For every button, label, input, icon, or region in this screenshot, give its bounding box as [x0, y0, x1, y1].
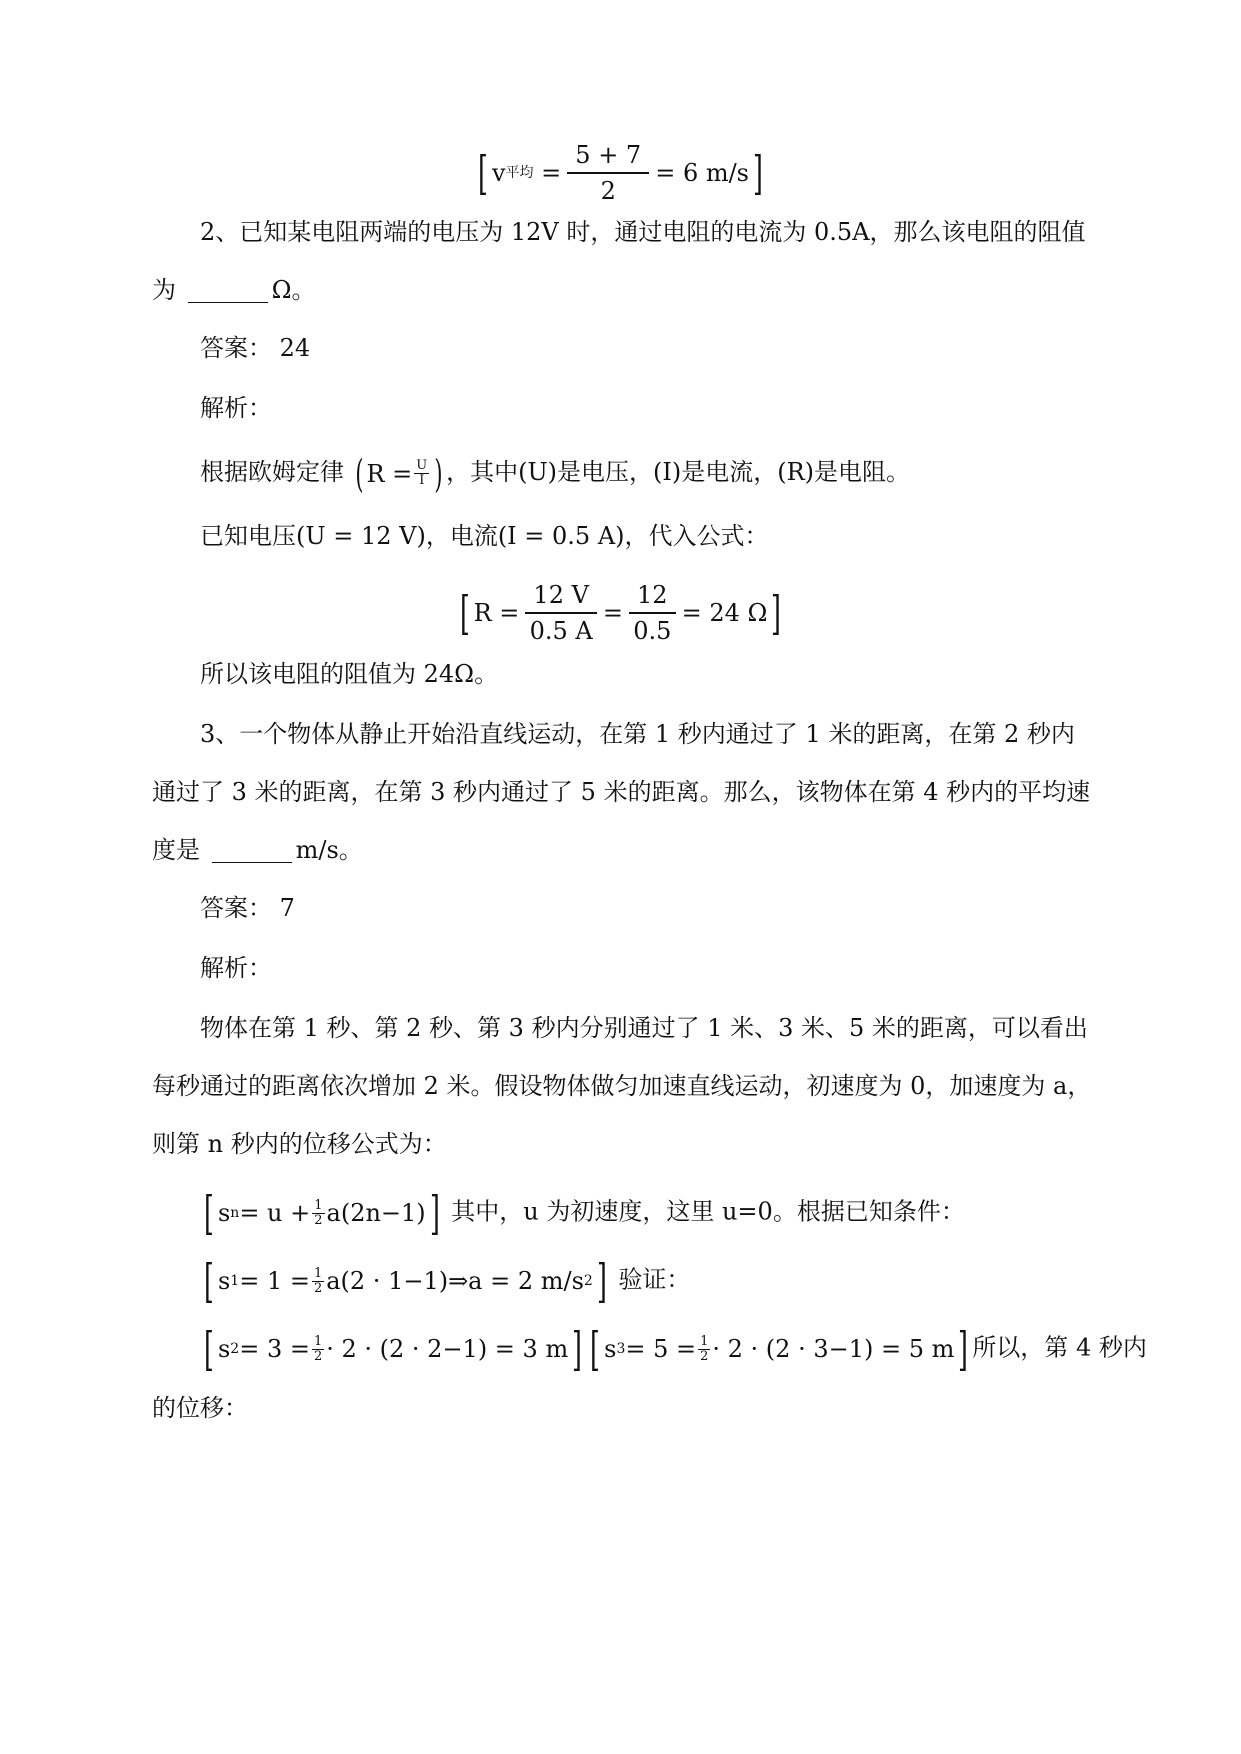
q2-answer: 答案： 24	[200, 334, 311, 362]
bracket-left: [	[204, 1322, 214, 1376]
q2-conclusion: 所以该电阻的阻值为 24Ω。	[200, 660, 499, 688]
ohm-denominator: I	[419, 473, 425, 488]
var-s-subscript: 1	[230, 1273, 240, 1289]
formula-mid: = 5 =	[625, 1335, 697, 1363]
q3-text-line2: 通过了 3 米的距离，在第 3 秒内通过了 5 米的距离。那么，该物体在第 4 秒内的平均速	[152, 778, 1091, 806]
q3-prefix: 度是	[152, 836, 208, 864]
formula-tail: · 2 · (2 · 2−1) = 3 m	[326, 1335, 569, 1363]
formula-average-velocity	[0, 140, 1241, 206]
answer-blank	[212, 840, 292, 863]
bracket-left: [	[478, 146, 488, 200]
q3-text-line1: 3、一个物体从静止开始沿直线运动，在第 1 秒内通过了 1 米的距离，在第 2 秒内	[200, 720, 1075, 748]
ohm-numerator: U	[416, 458, 428, 473]
bracket-right: ]	[753, 146, 763, 200]
formula-tail: a(2n−1)	[326, 1199, 426, 1227]
fraction-2-numerator: 12	[629, 580, 676, 614]
bracket-right: ]	[429, 1186, 440, 1240]
answer-blank	[188, 280, 268, 303]
q2-unit: Ω。	[271, 276, 316, 304]
half-denominator: 2	[700, 1348, 709, 1364]
fraction-1-denominator: 0.5 A	[529, 617, 593, 645]
bracket-right: ]	[572, 1322, 583, 1376]
equals-sign: =	[533, 159, 562, 187]
formula-tail: · 2 · (2 · 3−1) = 5 m	[712, 1335, 955, 1363]
q2-ohm-law	[200, 451, 911, 496]
var-s-subscript: 2	[230, 1341, 240, 1357]
q2-text-line2	[152, 272, 316, 308]
half-numerator: 1	[313, 1333, 323, 1349]
q3-paragraph-1: 物体在第 1 秒、第 2 秒、第 3 秒内分别通过了 1 米、3 米、5 米的距离，可以看出	[200, 1014, 1088, 1042]
ohm-suffix: ，其中(U)是电压，(I)是电流，(R)是电阻。	[446, 458, 911, 486]
formula-mid: = u +	[239, 1199, 311, 1227]
fraction	[567, 140, 649, 206]
q3-formula-s2-s3	[200, 1322, 1147, 1376]
bracket-left: [	[204, 1186, 214, 1240]
half-fraction	[312, 1267, 324, 1296]
fraction-numerator: 5 + 7	[567, 140, 649, 174]
bracket-right: ]	[958, 1322, 969, 1376]
ohm-prefix: 根据欧姆定律	[200, 458, 344, 486]
bracket-right: ]	[771, 586, 782, 640]
q2-given: 已知电压(U = 12 V)，电流(I = 0.5 A)，代入公式：	[200, 522, 769, 550]
bracket-right: ]	[596, 1254, 607, 1308]
half-denominator: 2	[313, 1280, 323, 1296]
equals-sign: =	[602, 599, 624, 627]
paren-left: (	[354, 451, 364, 496]
bracket-left: [	[204, 1254, 214, 1308]
half-denominator: 2	[313, 1348, 323, 1364]
half-denominator: 2	[314, 1212, 323, 1228]
half-numerator: 1	[700, 1333, 709, 1349]
fraction-1-numerator: 12 V	[525, 580, 597, 614]
half-numerator: 1	[313, 1265, 323, 1281]
q3-formula-s1	[200, 1254, 691, 1308]
half-fraction	[698, 1335, 710, 1364]
q2-text-line1: 2、已知某电阻两端的电压为 12V 时，通过电阻的电流为 0.5A，那么该电阻的阻值	[200, 218, 1086, 246]
var-s-subscript: 3	[616, 1341, 626, 1357]
fraction-2	[629, 580, 676, 646]
formula-tail: a(2 · 1−1)⇒a = 2 m/s	[326, 1267, 584, 1295]
var-s: s	[217, 1199, 231, 1227]
formula-text: 所以，第 4 秒内	[972, 1333, 1147, 1362]
half-fraction	[312, 1199, 324, 1228]
half-numerator: 1	[314, 1197, 323, 1213]
paren-right: )	[434, 451, 443, 496]
q3-paragraph-3: 则第 n 秒内的位移公式为：	[152, 1130, 447, 1158]
ohm-lhs: R =	[366, 459, 413, 488]
fraction-denominator: 2	[600, 177, 616, 205]
var-s: s	[217, 1267, 231, 1295]
formula-lhs: R =	[473, 599, 520, 627]
q3-analysis-label: 解析：	[200, 954, 272, 982]
q3-formula-sn	[200, 1186, 965, 1240]
q2-prefix: 为	[152, 276, 184, 304]
formula-mid: = 1 =	[239, 1267, 310, 1295]
bracket-left: [	[459, 586, 470, 640]
var-s-subscript: n	[230, 1205, 240, 1221]
q2-analysis-label: 解析：	[200, 394, 272, 422]
var-v-subscript: 平均	[505, 165, 534, 181]
var-s: s	[604, 1335, 617, 1363]
q3-answer: 答案： 7	[200, 894, 295, 922]
var-v: v	[491, 159, 506, 187]
formula-result: = 24 Ω	[681, 599, 768, 627]
formula-mid: = 3 =	[239, 1335, 310, 1363]
bracket-left: [	[590, 1322, 601, 1376]
exponent: 2	[583, 1273, 593, 1289]
q3-paragraph-2: 每秒通过的距离依次增加 2 米。假设物体做匀加速直线运动，初速度为 0，加速度为 a，	[152, 1072, 1092, 1100]
formula-text: 验证：	[618, 1265, 691, 1294]
formula-text: 其中，u 为初速度，这里 u=0。根据已知条件：	[451, 1197, 965, 1226]
q3-paragraph-end: 的位移：	[152, 1394, 248, 1422]
var-s: s	[217, 1335, 231, 1363]
half-fraction	[312, 1335, 324, 1364]
fraction-1	[525, 580, 597, 646]
q3-unit: m/s。	[295, 836, 363, 864]
q3-text-line3	[152, 832, 363, 868]
formula-resistance	[0, 580, 1241, 646]
ohm-fraction	[414, 459, 429, 488]
formula-result: = 6 m/s	[655, 159, 749, 187]
fraction-2-denominator: 0.5	[633, 617, 672, 645]
